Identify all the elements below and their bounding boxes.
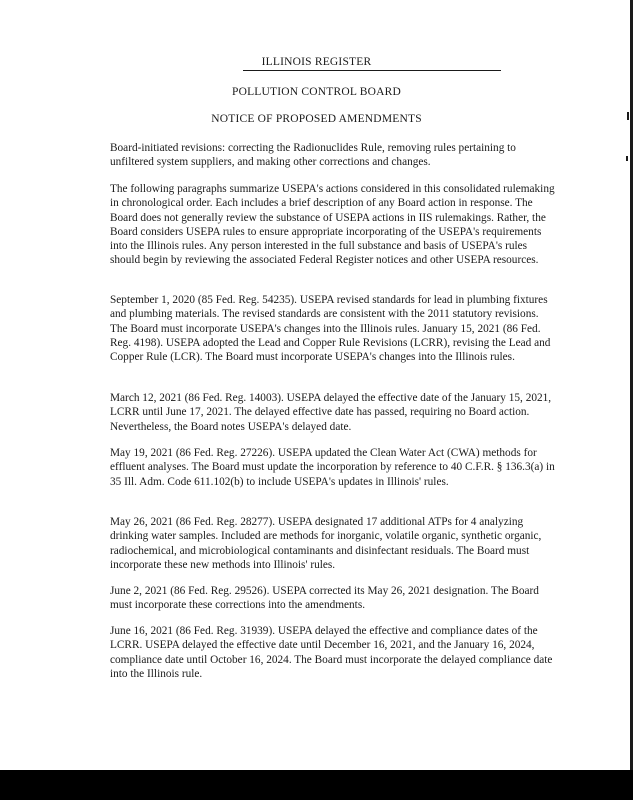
paragraph-summary: The following paragraphs summarize USEPA's actions considered in this consolidated rulemaking in chronological order. Each includes a brief description of any Board action in response. The Board does not generally review the substance of USEPA actions in IIS rulemakings. Rather, the Board considers USEPA rules to ensure appropriate incorporating of the USEPA's requirements into the Illinois rules. Any person interested in the full substance and basis of USEPA's rules should begin by reviewing the associated Federal Register notices and other USEPA resources. bbox=[110, 183, 555, 267]
paragraph-sept-2020: September 1, 2020 (85 Fed. Reg. 54235). USEPA revised standards for lead in plumbing fixtures and plumbing materials. The revised standards are consistent with the 2011 statutory revisions. The Board must incorporate USEPA's changes into the Illinois rules. January 15, 2021 (86 Fed. Reg. 4198). USEPA adopted the Lead and Copper Rule Revisions (LCRR), revising the Lead and Copper Rule (LCR). The Board must incorporate USEPA's changes into the Illinois rules. bbox=[110, 294, 551, 364]
paragraph-may-19-2021: May 19, 2021 (86 Fed. Reg. 27226). USEPA updated the Clean Water Act (CWA) methods for effluent analyses. The Board must update the incorporation by reference to 40 C.F.R. § 136.3(a) in 35 Ill. Adm. Code 611.102(b) to include USEPA's updates in Illinois' rules. bbox=[110, 447, 555, 488]
paragraph-march-2021: March 12, 2021 (86 Fed. Reg. 14003). USEPA delayed the effective date of the January 15, 2021, LCRR until June 17, 2021. The delayed effective date has passed, requiring no Board action. Nevertheless, the Board notes USEPA's delayed date. bbox=[110, 392, 552, 433]
scan-artifact bbox=[627, 112, 629, 120]
board-title: POLLUTION CONTROL BOARD bbox=[231, 86, 401, 98]
notice-title: NOTICE OF PROPOSED AMENDMENTS bbox=[211, 113, 422, 125]
scan-artifact bbox=[626, 156, 628, 161]
paragraph-intro: Board-initiated revisions: correcting the Radionuclides Rule, removing rules pertaining to unfiltered system suppliers, and making other corrections and changes. bbox=[110, 142, 516, 169]
paragraph-june-16-2021: June 16, 2021 (86 Fed. Reg. 31939). USEPA delayed the effective and compliance dates of the LCRR. USEPA delayed the effective date until December 16, 2021, and the January 16, 2024, compliance date until October 16, 2024. The Board must incorporate the delayed compliance date into the Illinois rule. bbox=[110, 625, 553, 680]
scan-bottom-bar bbox=[0, 770, 633, 800]
register-title: ILLINOIS REGISTER bbox=[261, 56, 372, 68]
paragraph-june-2-2021: June 2, 2021 (86 Fed. Reg. 29526). USEPA corrected its May 26, 2021 designation. The Board must incorporate these corrections into the amendments. bbox=[110, 585, 539, 612]
paragraph-may-26-2021: May 26, 2021 (86 Fed. Reg. 28277). USEPA designated 17 additional ATPs for 4 analyzing drinking water samples. Included are methods for inorganic, volatile organic, synthetic organic, radiochemical, and microbiological contaminants and disinfectant residuals. The Board must incorporate these new methods into Illinois' rules. bbox=[110, 516, 542, 571]
header-rule bbox=[243, 70, 501, 71]
